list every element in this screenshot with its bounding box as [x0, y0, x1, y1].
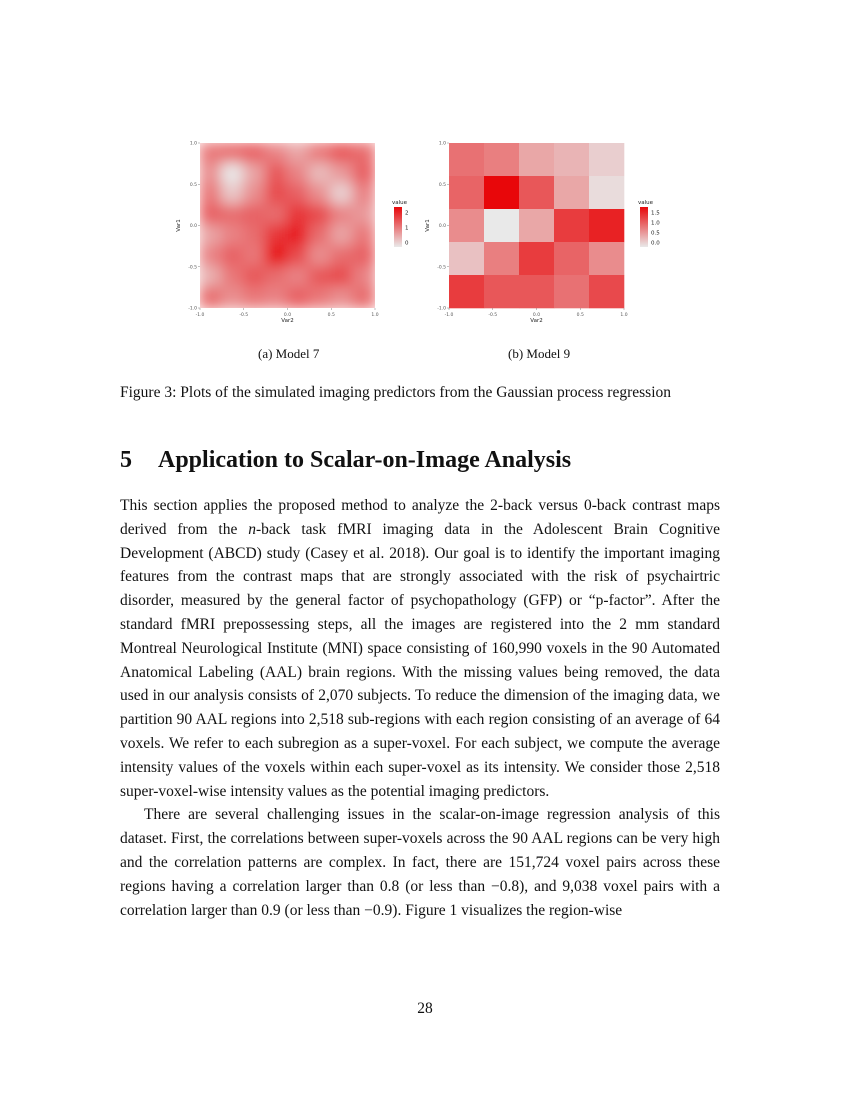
heatmap-cell: [484, 176, 519, 209]
heatmap-cell: [519, 209, 554, 242]
heatmap-cell: [265, 225, 289, 248]
subcaption-a: (a) Model 7: [258, 346, 320, 361]
heatmap-cell: [221, 142, 245, 165]
heatmap-cell: [221, 245, 245, 268]
heatmap-cell: [199, 142, 223, 165]
x-tick-label: -0.5: [488, 313, 498, 318]
x-tick-label: 0.0: [532, 313, 541, 318]
heatmap-cell: [330, 204, 354, 227]
heatmap-cell: [199, 225, 223, 248]
heatmap-cell: [352, 142, 376, 165]
heatmap-cell: [554, 242, 589, 275]
heatmap-cell: [221, 286, 245, 309]
figure-caption: Figure 3: Plots of the simulated imaging predictors from the Gaussian process regression: [120, 384, 672, 401]
heatmap-cell: [221, 266, 245, 289]
heatmap-cell: [287, 183, 311, 206]
legend-label: 0.5: [651, 230, 660, 237]
legend-label: 2: [405, 210, 409, 217]
heatmap-cell: [352, 183, 376, 206]
heatmap-cell: [308, 245, 332, 268]
heatmap-model-9: [425, 135, 695, 335]
y-tick-label: -0.5: [188, 265, 197, 271]
heatmap-cell: [221, 183, 245, 206]
heatmap-cell: [330, 142, 354, 165]
section-heading: [120, 447, 720, 474]
y-tick-label: 0.0: [189, 224, 197, 229]
paragraph-2: There are several challenging issues in the scalar-on-image regression analysis of this dataset. First, the correlations between super-voxels across the 90 AAL regions can be very high and the correlation patterns are complex. In fact, there are 151,724 voxel pairs across these regions having a correlation larger than 0.8 (or less than −0.8), and 9,038 voxel pairs with a correlation larger than 0.9 (or less than −0.9). Figure 1 visualizes the region-wise: [120, 806, 720, 919]
heatmap-cell: [199, 204, 223, 227]
heatmap-cell: [330, 225, 354, 248]
heatmap-cell: [243, 204, 267, 227]
heatmap-cell: [308, 163, 332, 186]
heatmap-cell: [449, 176, 484, 209]
legend-label: 1: [405, 225, 409, 232]
heatmap-cell: [199, 286, 223, 309]
heatmap-cell: [265, 142, 289, 165]
heatmap-cell: [265, 245, 289, 268]
heatmap-cell: [330, 163, 354, 186]
heatmap-cell: [243, 163, 267, 186]
heatmap-cell: [265, 163, 289, 186]
heatmap-cell: [308, 183, 332, 206]
heatmap-cell: [519, 176, 554, 209]
heatmap-cell: [484, 275, 519, 308]
heatmap-cell: [330, 245, 354, 268]
heatmap-cell: [352, 225, 376, 248]
legend-label: 0: [405, 240, 409, 247]
heatmap-cell: [287, 225, 311, 248]
x-tick-label: -1.0: [195, 313, 205, 318]
x-tick-label: 0.5: [576, 313, 584, 318]
x-tick-label: 0.0: [283, 313, 292, 318]
heatmap-cell: [243, 245, 267, 268]
heatmap-cell: [449, 209, 484, 242]
x-tick-label: 1.0: [620, 313, 628, 318]
heatmap-cell: [330, 266, 354, 289]
x-axis-label: Var2: [281, 318, 294, 324]
heatmap-cell: [221, 163, 245, 186]
paragraph-1-part-a: This section applies the proposed method to analyze the 2-back versus 0-back contrast maps derived from the: [120, 497, 720, 538]
heatmap-cell: [287, 204, 311, 227]
heatmap-cell: [589, 176, 624, 209]
y-tick-label: 1.0: [438, 141, 446, 147]
heatmap-cell: [243, 183, 267, 206]
heatmap-cell: [308, 266, 332, 289]
heatmap-cell: [352, 245, 376, 268]
heatmap-cell: [243, 142, 267, 165]
heatmap-cell: [199, 266, 223, 289]
heatmap-cell: [287, 286, 311, 309]
x-tick-label: 1.0: [371, 313, 379, 318]
legend-title: value: [392, 200, 408, 206]
heatmap-cell: [589, 209, 624, 242]
y-axis-label: Var1: [176, 219, 182, 232]
heatmap-cell: [554, 275, 589, 308]
heatmap-model-7: [172, 135, 442, 335]
heatmap-cell: [352, 266, 376, 289]
heatmap-cell: [287, 142, 311, 165]
x-axis-label: Var2: [530, 318, 543, 324]
heatmap-cell: [221, 225, 245, 248]
y-axis-label: Var1: [425, 219, 431, 232]
section-number: 5: [120, 447, 132, 473]
blurred-cells: [199, 142, 376, 309]
y-tick-label: 0.0: [438, 224, 446, 229]
y-tick-label: -1.0: [437, 306, 446, 312]
figure-3: [150, 135, 710, 335]
heatmap-cells: [449, 143, 624, 308]
paragraph-1-italic-n: n: [248, 520, 256, 538]
legend-colorbar: [640, 207, 648, 247]
heatmap-cell: [519, 242, 554, 275]
heatmap-cell: [589, 143, 624, 176]
x-tick-label: -1.0: [444, 313, 454, 318]
heatmap-cell: [484, 242, 519, 275]
heatmap-cell: [589, 242, 624, 275]
heatmap-cell: [519, 275, 554, 308]
heatmap-cell: [221, 204, 245, 227]
heatmap-cell: [449, 242, 484, 275]
heatmap-cell: [352, 204, 376, 227]
subcaption-b: (b) Model 9: [508, 346, 571, 361]
y-tick-label: -1.0: [188, 306, 197, 312]
heatmap-cells: [199, 142, 376, 309]
heatmap-cell: [449, 143, 484, 176]
heatmap-cell: [199, 163, 223, 186]
heatmap-cell: [265, 266, 289, 289]
heatmap-model-7-svg: [172, 135, 442, 335]
y-tick-label: 0.5: [438, 182, 446, 188]
x-tick-label: -0.5: [239, 313, 249, 318]
legend-label: 0.0: [651, 240, 660, 247]
heatmap-cell: [243, 266, 267, 289]
heatmap-cell: [330, 183, 354, 206]
section-title: Application to Scalar-on-Image Analysis: [158, 447, 572, 473]
heatmap-cell: [330, 286, 354, 309]
heatmap-cell: [265, 204, 289, 227]
heatmap-cell: [199, 245, 223, 268]
heatmap-cell: [199, 183, 223, 206]
y-tick-label: 0.5: [189, 182, 197, 188]
page-number: 28: [417, 1000, 433, 1017]
heatmap-cell: [352, 286, 376, 309]
heatmap-cell: [308, 142, 332, 165]
y-tick-label: -0.5: [437, 265, 446, 271]
paragraph-1-part-b: -back task fMRI imaging data in the Adolescent Brain Cognitive Development (ABCD) study (Casey et al. 2018). Our goal is to identify the important imaging features from the contrast maps that are strongly associated with the risk of psychairtric disorder, measured by the general factor of psychopathology (GFP) or “p-factor”. After the standard fMRI prepossessing steps, all the images are registered into the 2 mm standard Montreal Neurological Institute (MNI) space consisting of 160,990 voxels in the 90 Automated Anatomical Labeling (AAL) brain regions. With the missing values being removed, the data used in our analysis consists of 2,070 subjects. To reduce the dimension of the imaging data, we partition 90 AAL regions into 2,518 sub-regions with each region consisting of an average of 64 voxels. We refer to each subregion as a super-voxel. For each subject, we compute the average intensity values of the voxels within each super-voxel as its intensity. We consider those 2,518 super-voxel-wise intensity values as the potential imaging predictors.: [120, 520, 720, 800]
heatmap-cell: [554, 209, 589, 242]
body-text: [120, 494, 720, 922]
heatmap-model-9-svg: [425, 135, 695, 335]
heatmap-cell: [243, 286, 267, 309]
legend-label: 1.0: [651, 220, 660, 227]
heatmap-cell: [265, 286, 289, 309]
x-tick-label: 0.5: [327, 313, 335, 318]
legend-label: 1.5: [651, 210, 660, 217]
y-tick-label: 1.0: [189, 141, 197, 147]
heatmap-cell: [287, 245, 311, 268]
heatmap-cell: [287, 163, 311, 186]
heatmap-cell: [554, 176, 589, 209]
heatmap-cell: [352, 163, 376, 186]
heatmap-cell: [519, 143, 554, 176]
heatmap-cell: [484, 143, 519, 176]
heatmap-cell: [265, 183, 289, 206]
paragraph-1: [120, 494, 720, 803]
legend-title: value: [638, 200, 654, 206]
heatmap-cell: [308, 225, 332, 248]
heatmap-cell: [484, 209, 519, 242]
heatmap-cell: [449, 275, 484, 308]
heatmap-cell: [243, 225, 267, 248]
heatmap-cell: [308, 286, 332, 309]
heatmap-cell: [287, 266, 311, 289]
legend-colorbar: [394, 207, 402, 247]
heatmap-cell: [554, 143, 589, 176]
heatmap-cell: [589, 275, 624, 308]
heatmap-cell: [308, 204, 332, 227]
